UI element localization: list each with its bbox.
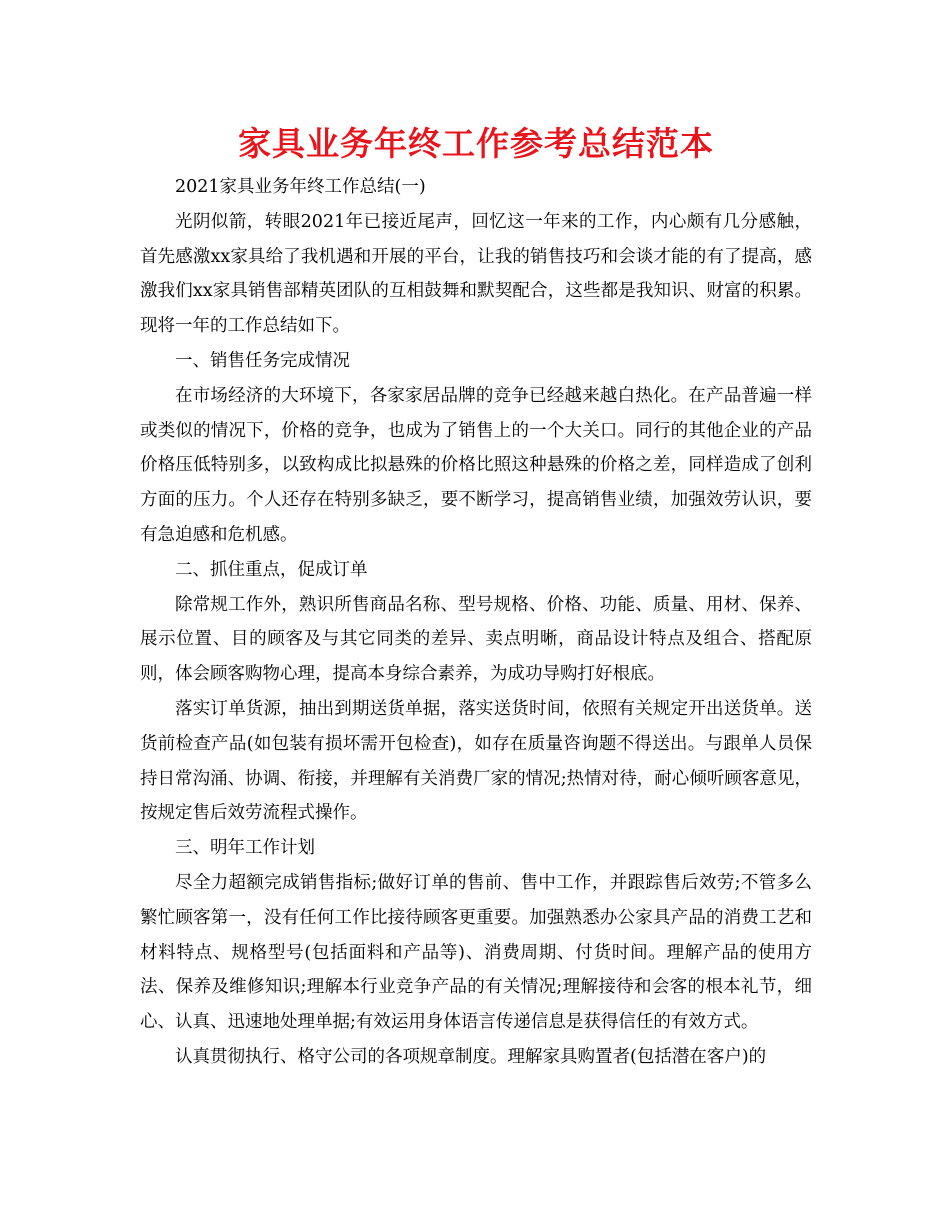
section-1-heading: 一、销售任务完成情况 xyxy=(175,350,350,371)
section-3-paragraph-2: 认真贯彻执行、格守公司的各项规章制度。理解家具购置者(包括潜在客户)的 xyxy=(175,1046,767,1067)
document-page xyxy=(140,118,812,1075)
intro-paragraph: 光阴似箭，转眼2021年已接近尾声，回忆这一年来的工作，内心颇有几分感触，首先感激xx家具给了我机遇和开展的平台，让我的销售技巧和会谈才能的有了提高，感激我们xx家具销售部精英团队的互相鼓舞和默契配合，这些都是我知识、财富的积累。现将一年的工作总结如下。 xyxy=(140,211,812,337)
document-title: 家具业务年终工作参考总结范本 xyxy=(238,124,714,163)
section-3-heading: 三、明年工作计划 xyxy=(175,838,315,859)
section-1-paragraph: 在市场经济的大环境下，各家家居品牌的竞争已经越来越白热化。在产品普遍一样或类似的情况下，价格的竞争，也成为了销售上的一个大关口。同行的其他企业的产品价格压低特别多，以致构成比拟悬殊的价格比照这种悬殊的价格之差，同样造成了创利方面的压力。个人还存在特别多缺乏，要不断学习，提高销售业绩，加强效劳认识，要有急迫感和危机感。 xyxy=(140,385,812,545)
section-3-paragraph-1: 尽全力超额完成销售指标;做好订单的售前、售中工作，并跟踪售后效劳;不管多么繁忙顾客第一，没有任何工作比接待顾客更重要。加强熟悉办公家具产品的消费工艺和材料特点、规格型号(包括面料和产品等)、消费周期、付货时间。理解产品的使用方法、保养及维修知识;理解本行业竞争产品的有关情况;理解接待和会客的根本礼节，细心、认真、迅速地处理单据;有效运用身体语言传递信息是获得信任的有效方式。 xyxy=(140,872,812,1033)
section-2-paragraph-2: 落实订单货源，抽出到期送货单据，落实送货时间，依照有关规定开出送货单。送货前检查产品(如包装有损坏需开包检查)，如存在质量咨询题不得送出。与跟单人员保持日常沟涌、协调、衔接，并理解有关消费厂家的情况;热情对待，耐心倾听顾客意见，按规定售后效劳流程式操作。 xyxy=(140,698,812,824)
document-subtitle: 2021家具业务年终工作总结(一) xyxy=(175,177,426,197)
section-2-paragraph-1: 除常规工作外，熟识所售商品名称、型号规格、价格、功能、质量、用材、保养、展示位置、目的顾客及与其它同类的差异、卖点明晰，商品设计特点及组合、搭配原则，体会顾客购物心理，提高本身综合素养，为成功导购打好根底。 xyxy=(140,594,812,685)
section-2-heading: 二、抓住重点，促成订单 xyxy=(175,559,368,580)
